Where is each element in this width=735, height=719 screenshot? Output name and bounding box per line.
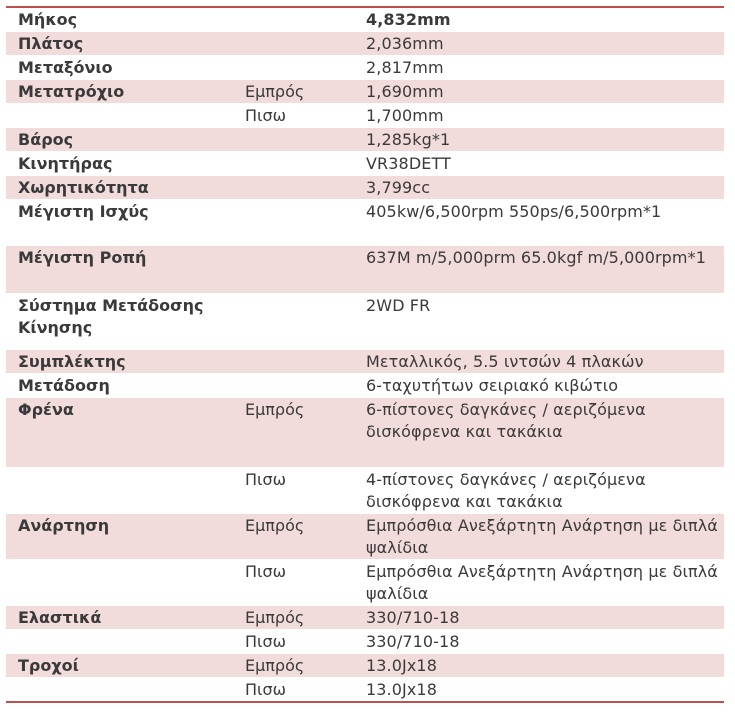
spec-position: Πισω — [245, 632, 286, 651]
table-row — [6, 374, 724, 398]
spec-label: Σύστημα Μετάδοσης Κίνησης — [18, 296, 204, 337]
spec-label: Μετάδοση — [18, 376, 110, 395]
spec-value: 6-ταχυτήτων σειριακό κιβώτιο — [366, 376, 619, 395]
table-row — [6, 678, 724, 701]
table-row — [6, 654, 724, 678]
table-row — [6, 560, 724, 606]
spec-position: Πισω — [245, 562, 286, 581]
spec-value: 4,832mm — [366, 10, 451, 29]
spec-value: 13.0Jx18 — [366, 680, 437, 699]
spec-label: Τροχοί — [18, 656, 79, 675]
table-row — [6, 32, 724, 56]
spec-value: 2,036mm — [366, 34, 444, 53]
spec-label: Βάρος — [18, 130, 74, 149]
table-row — [6, 104, 724, 128]
spec-label: Πλάτος — [18, 34, 84, 53]
spec-value: 2WD FR — [366, 296, 431, 315]
spec-value: VR38DETT — [366, 154, 451, 173]
spec-label: Χωρητικότητα — [18, 178, 149, 197]
spec-position: Εμπρός — [245, 400, 305, 419]
table-row — [6, 606, 724, 630]
spec-value: 637M m/5,000prm 65.0kgf m/5,000rpm*1 — [366, 248, 706, 267]
table-row — [6, 398, 724, 468]
spec-label: Μεταξόνιο — [18, 58, 113, 77]
spec-label: Ελαστικά — [18, 608, 102, 627]
spec-value: 3,799cc — [366, 178, 431, 197]
table-row — [6, 80, 724, 104]
spec-value: 6-πίστονες δαγκάνες / αεριζόμενα δισκόφρενα και τακάκια — [366, 400, 646, 441]
spec-value: 13.0Jx18 — [366, 656, 437, 675]
table-row — [6, 468, 724, 514]
spec-value: 405kw/6,500rpm 550ps/6,500rpm*1 — [366, 202, 662, 221]
spec-label: Φρένα — [18, 400, 74, 419]
spec-value: 1,285kg*1 — [366, 130, 451, 149]
spec-position: Εμπρός — [245, 608, 305, 627]
table-row — [6, 8, 724, 32]
spec-table — [6, 6, 724, 703]
table-row — [6, 514, 724, 560]
table-row — [6, 246, 724, 294]
spec-position: Εμπρός — [245, 516, 305, 535]
table-row — [6, 294, 724, 350]
spec-position: Πισω — [245, 106, 286, 125]
table-row — [6, 128, 724, 152]
table-bottom-rule — [6, 701, 724, 703]
spec-value: 1,690mm — [366, 82, 444, 101]
spec-value: Μεταλλικός, 5.5 ιντσών 4 πλακών — [366, 352, 644, 371]
spec-label: Μέγιστη Ισχύς — [18, 202, 149, 221]
spec-value: Εμπρόσθια Ανεξάρτητη Ανάρτηση με διπλά ψαλίδια — [366, 562, 718, 603]
spec-label: Ανάρτηση — [18, 516, 110, 535]
spec-label: Συμπλέκτης — [18, 352, 126, 371]
table-row — [6, 630, 724, 654]
spec-position: Πισω — [245, 470, 286, 489]
spec-label: Κινητήρας — [18, 154, 113, 173]
spec-label: Μετατρόχιο — [18, 82, 125, 101]
table-row — [6, 350, 724, 374]
spec-position: Εμπρός — [245, 82, 305, 101]
table-row — [6, 56, 724, 80]
table-row — [6, 176, 724, 200]
spec-position: Εμπρός — [245, 656, 305, 675]
spec-label: Μήκος — [18, 10, 78, 29]
spec-value: Εμπρόσθια Ανεξάρτητη Ανάρτηση με διπλά ψαλίδια — [366, 516, 718, 557]
spec-value: 330/710-18 — [366, 632, 460, 651]
spec-value: 4-πίστονες δαγκάνες / αεριζόμενα δισκόφρενα και τακάκια — [366, 470, 646, 511]
spec-value: 1,700mm — [366, 106, 444, 125]
table-row — [6, 152, 724, 176]
spec-label: Μέγιστη Ροπή — [18, 248, 147, 267]
spec-value: 330/710-18 — [366, 608, 460, 627]
spec-position: Πισω — [245, 680, 286, 699]
table-body — [6, 8, 724, 701]
spec-value: 2,817mm — [366, 58, 444, 77]
table-row — [6, 200, 724, 246]
